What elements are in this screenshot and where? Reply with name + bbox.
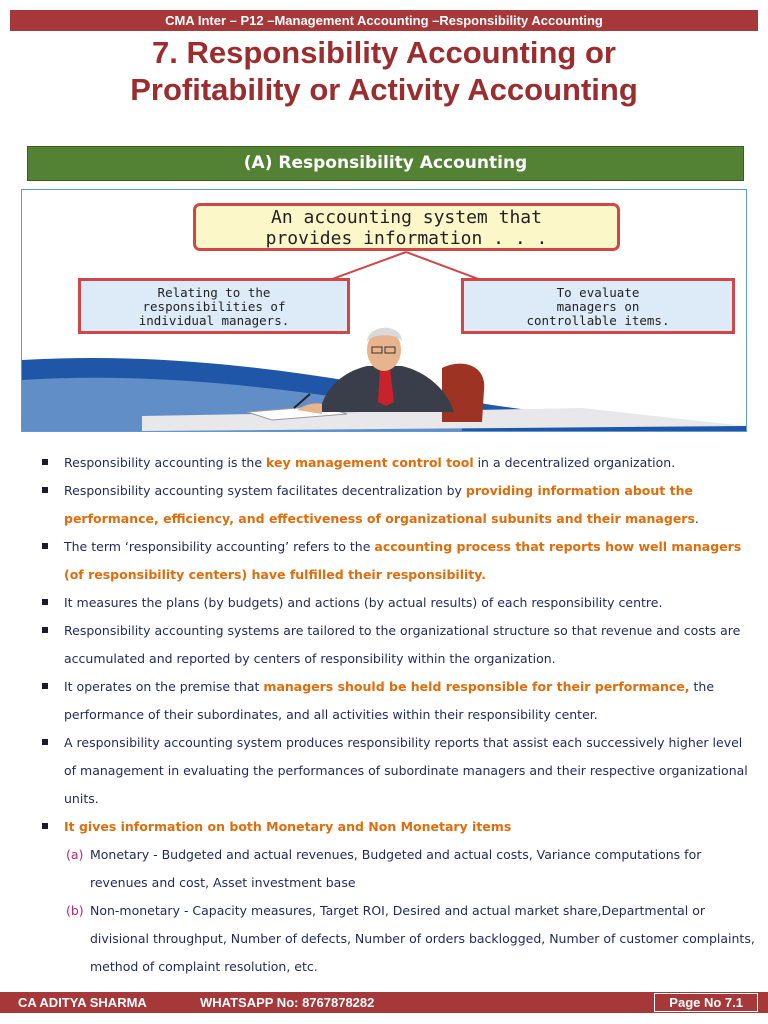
footer-whatsapp: WHATSAPP No: 8767878282 [200, 995, 375, 1010]
header-text: CMA Inter – P12 –Management Accounting –Responsibility Accounting [165, 13, 603, 28]
bullet-text: The term ‘responsibility accounting’ refers to the [64, 539, 375, 554]
figure-top-callout [193, 203, 620, 251]
footer-author: CA ADITYA SHARMA [18, 995, 147, 1010]
bullet-text-end: in a decentralized organization. [473, 455, 676, 470]
bullet-highlight: providing information about the performance, efficiency, and effectiveness of organizational subunits and their managers [64, 483, 695, 526]
bullet-square-icon [42, 599, 48, 605]
bullet-item [40, 673, 758, 729]
bullet-text-end: . [694, 511, 699, 526]
section-heading-text: (A) Responsibility Accounting [243, 153, 528, 173]
bullet-square-icon [42, 683, 48, 689]
title-line-1: 7. Responsibility Accounting or [152, 35, 616, 70]
bullet-square-icon [42, 459, 48, 465]
bullet-text-end: the performance of their subordinates, and all activities within their responsibility center. [64, 679, 715, 722]
bullet-square-icon [42, 627, 48, 633]
section-heading [27, 146, 744, 181]
figure-left-line-3: individual managers. [138, 313, 290, 328]
sub-item-marker: (b) [66, 903, 84, 918]
figure-right-line-3: controllable items. [526, 313, 670, 328]
bullet-text: Responsibility accounting systems are tailored to the organizational structure so that revenue and costs are accumulated and reported by centers of responsibility within the organization. [64, 623, 741, 666]
bullet-item [40, 449, 758, 477]
figure-left-line-2: responsibilities of [142, 299, 286, 314]
figure-right-line-2: managers on [556, 299, 640, 314]
bullet-square-icon [42, 543, 48, 549]
sub-item-text: Non-monetary - Capacity measures, Target ROI, Desired and actual market share,Departmental or divisional throughput, Number of defects, Number of orders backlogged, Number of customer complaints, method of complaint resolution, etc. [90, 903, 755, 974]
bullet-text: Responsibility accounting system facilitates decentralization by [64, 483, 466, 498]
bullet-item [40, 617, 758, 673]
bullet-square-icon [42, 739, 48, 745]
chair-icon [442, 364, 484, 422]
bullet-highlight: managers should be held responsible for their performance, [263, 679, 690, 694]
bullet-text: Responsibility accounting is the [64, 455, 266, 470]
header-bar [10, 10, 758, 31]
bullet-item [40, 477, 758, 533]
page-title [0, 34, 768, 108]
bullet-item [40, 589, 758, 617]
bullet-item [40, 729, 758, 813]
title-line-2: Profitability or Activity Accounting [130, 72, 638, 107]
figure-right-callout [461, 278, 735, 334]
responsibility-accounting-figure [21, 189, 747, 432]
bullet-square-icon [42, 823, 48, 829]
figure-left-callout [78, 278, 350, 334]
bullet-highlight: accounting process that reports how well managers (of responsibility centers) have fulfilled their responsibility. [64, 539, 742, 582]
figure-top-line-1: An accounting system that [271, 207, 542, 228]
bullet-highlight: key management control tool [266, 455, 474, 470]
bullet-text: It operates on the premise that [64, 679, 264, 694]
bullet-item [40, 813, 758, 981]
sub-item-marker: (a) [66, 847, 84, 862]
figure-top-line-2: provides information . . . [265, 228, 548, 249]
bullet-square-icon [42, 487, 48, 493]
sub-item-non-monetary [64, 897, 758, 981]
bullet-text: A responsibility accounting system produces responsibility reports that assist each successively higher level of management in evaluating the performances of subordinate managers and their respective organizational units. [64, 735, 748, 806]
sub-item-text: Monetary - Budgeted and actual revenues, Budgeted and actual costs, Variance computations for revenues and cost, Asset investment base [90, 847, 702, 890]
bullet-highlight: It gives information on both Monetary and Non Monetary items [64, 819, 512, 834]
bullet-text: It measures the plans (by budgets) and actions (by actual results) of each responsibility centre. [64, 595, 663, 610]
figure-right-line-1: To evaluate [556, 285, 640, 300]
footer-bar [0, 992, 768, 1013]
bullet-item [40, 533, 758, 589]
figure-left-line-1: Relating to the [157, 285, 271, 300]
bullet-list [40, 449, 758, 981]
footer-page-number: Page No 7.1 [654, 993, 758, 1012]
sub-item-monetary [64, 841, 758, 897]
